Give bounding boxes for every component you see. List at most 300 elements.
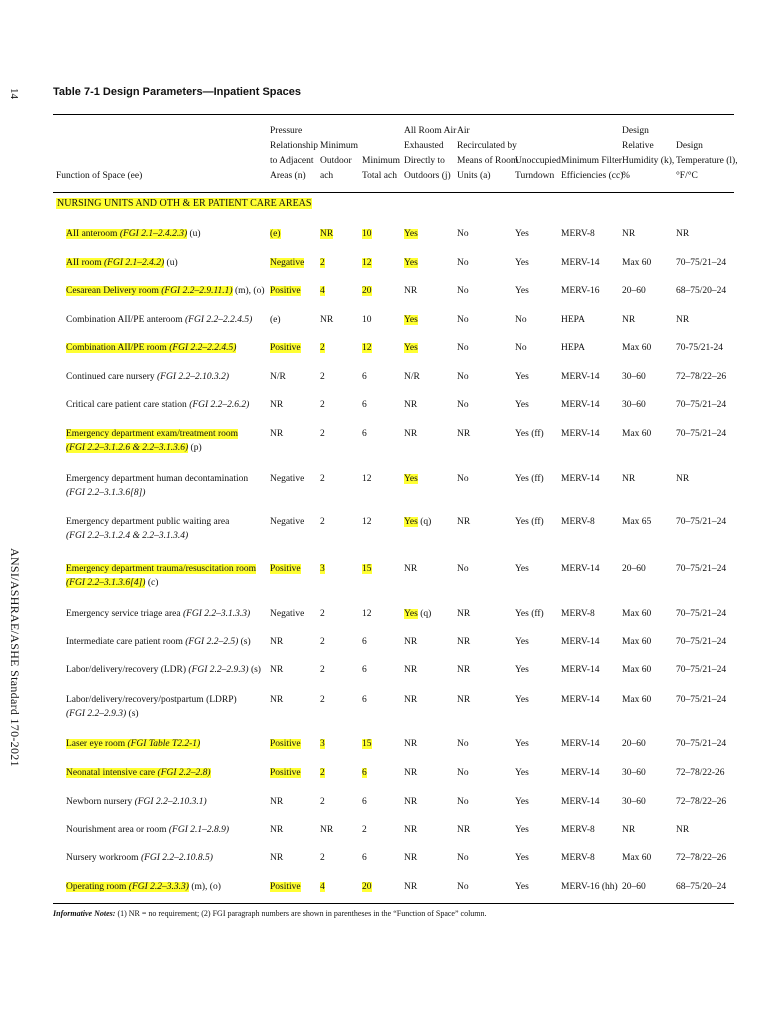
- cell-exhausted-to-outdoors: [404, 737, 417, 751]
- air-recirculated-value: No: [457, 474, 469, 484]
- minimum-total-ach-value: 12: [362, 517, 372, 527]
- air-recirculated-value: NR: [457, 637, 471, 647]
- cell-air-recirculated: [457, 370, 469, 384]
- function-line-1: [66, 635, 266, 649]
- cell-minimum-outdoor-ach: [320, 607, 325, 621]
- cell-air-recirculated: [457, 562, 469, 576]
- exhausted-to-outdoors-value: NR: [404, 286, 418, 296]
- header-pressure-relationship: Pressure Relationship to Adjacent Areas (n): [270, 126, 319, 181]
- cell-filter-efficiency: [561, 398, 599, 412]
- cell-relative-humidity: [622, 823, 635, 837]
- filter-efficiency-value: HEPA: [561, 315, 585, 325]
- unoccupied-turndown-value: Yes: [515, 695, 529, 705]
- cell-pressure: [270, 737, 301, 751]
- exhausted-to-outdoors-value: NR: [404, 825, 418, 835]
- cell-filter-efficiency: [561, 693, 599, 707]
- cell-unoccupied-turndown: [515, 880, 529, 894]
- cell-relative-humidity: [622, 427, 651, 441]
- cell-design-temperature: [676, 398, 726, 412]
- cell-design-temperature: [676, 766, 725, 780]
- air-recirculated-value: NR: [457, 429, 471, 439]
- cell-unoccupied-turndown: [515, 256, 529, 270]
- function-line-1: [66, 256, 266, 270]
- table-title: Table 7-1 Design Parameters—Inpatient Spaces: [53, 86, 301, 98]
- minimum-total-ach-value: 10: [362, 229, 372, 239]
- cell-relative-humidity: [622, 515, 651, 529]
- air-recirculated-value: NR: [457, 609, 471, 619]
- standard-side-label: ANSI/ASHRAE/ASHE Standard 170-2021: [8, 548, 22, 767]
- minimum-total-ach-value: 20: [362, 882, 372, 892]
- cell-unoccupied-turndown: [515, 823, 529, 837]
- filter-efficiency-value: MERV-14: [561, 400, 600, 410]
- note-reference: (m), (o): [188, 882, 221, 892]
- cell-relative-humidity: [622, 472, 635, 486]
- exhaust-note-reference: (q): [417, 517, 432, 527]
- space-name: Emergency department exam/treatment room: [66, 429, 239, 439]
- cell-air-recirculated: [457, 227, 469, 241]
- cell-air-recirculated: [457, 256, 469, 270]
- cell-relative-humidity: [622, 851, 651, 865]
- cell-minimum-total-ach: [362, 284, 372, 298]
- pressure-value: Negative: [270, 474, 305, 484]
- header-air-recirculated: Air Recirculated by Means of Room Units (a): [457, 126, 519, 181]
- filter-efficiency-value: MERV-8: [561, 825, 595, 835]
- cell-minimum-outdoor-ach: [320, 284, 325, 298]
- cell-pressure: [270, 693, 283, 707]
- pressure-value: N/R: [270, 372, 286, 382]
- cell-pressure: [270, 823, 283, 837]
- cell-function-of-space: [66, 737, 266, 751]
- design-temperature-value: 70–75/21–24: [676, 739, 727, 749]
- air-recirculated-value: No: [457, 853, 469, 863]
- cell-exhausted-to-outdoors: [404, 663, 417, 677]
- pressure-value: Negative: [270, 258, 305, 268]
- unoccupied-turndown-value: Yes: [515, 258, 529, 268]
- cell-minimum-outdoor-ach: [320, 472, 325, 486]
- exhausted-to-outdoors-value: Yes: [404, 517, 418, 527]
- cell-function-of-space: [66, 766, 266, 780]
- function-line-1: [66, 472, 266, 486]
- minimum-outdoor-ach-value: 2: [320, 609, 325, 619]
- unoccupied-turndown-value: Yes (ff): [515, 474, 544, 484]
- pressure-value: Positive: [270, 286, 301, 296]
- exhausted-to-outdoors-value: N/R: [404, 372, 420, 382]
- cell-design-temperature: [676, 515, 726, 529]
- cell-function-of-space: [66, 635, 266, 649]
- cell-air-recirculated: [457, 737, 469, 751]
- minimum-outdoor-ach-value: 2: [320, 797, 325, 807]
- air-recirculated-value: NR: [457, 665, 471, 675]
- design-temperature-value: NR: [676, 315, 690, 325]
- cell-unoccupied-turndown: [515, 284, 529, 298]
- cell-air-recirculated: [457, 427, 470, 441]
- filter-efficiency-value: MERV-14: [561, 768, 600, 778]
- cell-exhausted-to-outdoors: [404, 341, 418, 355]
- cell-filter-efficiency: [561, 341, 585, 355]
- cell-pressure: [270, 256, 304, 270]
- cell-minimum-total-ach: [362, 795, 367, 809]
- cell-pressure: [270, 663, 283, 677]
- note-reference: (s): [126, 709, 139, 719]
- cell-filter-efficiency: [561, 227, 595, 241]
- filter-efficiency-value: MERV-16 (hh): [561, 882, 618, 892]
- fgi-reference: (FGI 2.2–2.9.11.1): [161, 286, 233, 296]
- cell-exhausted-to-outdoors: [404, 398, 417, 412]
- minimum-outdoor-ach-value: 2: [320, 400, 325, 410]
- design-temperature-value: 68–75/20–24: [676, 882, 727, 892]
- header-minimum-total-ach: Minimum Total ach: [362, 156, 401, 181]
- header-design-relative-humidity: Design Relative Humidity (k), %: [622, 126, 675, 181]
- relative-humidity-value: 30–60: [622, 797, 646, 807]
- unoccupied-turndown-value: Yes: [515, 739, 529, 749]
- design-temperature-value: 70–75/21–24: [676, 517, 727, 527]
- function-line-1: [66, 341, 266, 355]
- cell-function-of-space: [66, 427, 266, 455]
- unoccupied-turndown-value: Yes: [515, 637, 529, 647]
- pressure-value: Positive: [270, 768, 301, 778]
- relative-humidity-value: NR: [622, 474, 636, 484]
- cell-minimum-outdoor-ach: [320, 693, 325, 707]
- function-line-1: [66, 427, 266, 441]
- cell-air-recirculated: [457, 515, 470, 529]
- cell-pressure: [270, 472, 304, 486]
- function-line-2: [66, 576, 266, 590]
- header-all-room-air-exhausted: All Room Air Exhausted Directly to Outdoors (j): [404, 126, 457, 181]
- pressure-value: (e): [270, 315, 281, 325]
- cell-filter-efficiency: [561, 427, 599, 441]
- relative-humidity-value: Max 60: [622, 695, 652, 705]
- minimum-total-ach-value: 15: [362, 564, 372, 574]
- page-number: 14: [8, 88, 20, 99]
- function-line-1: [66, 398, 266, 412]
- cell-exhausted-to-outdoors: [404, 427, 417, 441]
- cell-minimum-outdoor-ach: [320, 663, 325, 677]
- filter-efficiency-value: MERV-16: [561, 286, 600, 296]
- minimum-outdoor-ach-value: 2: [320, 343, 325, 353]
- minimum-outdoor-ach-value: 2: [320, 853, 325, 863]
- design-temperature-value: 68–75/20–24: [676, 286, 727, 296]
- fgi-reference: (FGI 2.2–3.1.2.4 & 2.2–3.1.3.4): [66, 531, 189, 541]
- filter-efficiency-value: MERV-14: [561, 258, 600, 268]
- exhausted-to-outdoors-value: Yes: [404, 474, 418, 484]
- cell-exhausted-to-outdoors: [404, 370, 420, 384]
- design-temperature-value: 70–75/21–24: [676, 609, 727, 619]
- cell-design-temperature: [676, 227, 689, 241]
- fgi-reference: (FGI 2.2–2.8): [157, 768, 211, 778]
- pressure-value: NR: [270, 825, 284, 835]
- relative-humidity-value: 20–60: [622, 286, 646, 296]
- cell-function-of-space: [66, 284, 266, 298]
- space-name: Intermediate care patient room: [66, 637, 186, 647]
- cell-minimum-total-ach: [362, 370, 367, 384]
- exhausted-to-outdoors-value: NR: [404, 695, 418, 705]
- minimum-outdoor-ach-value: 2: [320, 474, 325, 484]
- function-line-1: [66, 562, 266, 576]
- cell-minimum-total-ach: [362, 607, 372, 621]
- space-name: Combination AII/PE room: [66, 343, 170, 353]
- function-line-1: [66, 607, 266, 621]
- function-line-1: [66, 693, 266, 707]
- space-name: AII room: [66, 258, 104, 268]
- relative-humidity-value: 30–60: [622, 768, 646, 778]
- filter-efficiency-value: MERV-14: [561, 429, 600, 439]
- cell-function-of-space: [66, 823, 266, 837]
- cell-exhausted-to-outdoors: [404, 607, 431, 621]
- filter-efficiency-value: MERV-14: [561, 695, 600, 705]
- cell-filter-efficiency: [561, 284, 599, 298]
- cell-exhausted-to-outdoors: [404, 823, 417, 837]
- cell-function-of-space: [66, 515, 266, 543]
- exhausted-to-outdoors-value: NR: [404, 400, 418, 410]
- cell-unoccupied-turndown: [515, 693, 529, 707]
- function-line-2: [66, 707, 266, 721]
- cell-air-recirculated: [457, 766, 469, 780]
- cell-function-of-space: [66, 341, 266, 355]
- cell-filter-efficiency: [561, 635, 599, 649]
- cell-unoccupied-turndown: [515, 795, 529, 809]
- exhausted-to-outdoors-value: NR: [404, 768, 418, 778]
- pressure-value: NR: [270, 695, 284, 705]
- function-line-1: [66, 737, 266, 751]
- section-title: NURSING UNITS AND OTH & ER PATIENT CARE AREAS: [57, 198, 312, 209]
- note-reference: (u): [164, 258, 178, 268]
- cell-relative-humidity: [622, 795, 646, 809]
- filter-efficiency-value: MERV-14: [561, 372, 600, 382]
- cell-exhausted-to-outdoors: [404, 562, 417, 576]
- cell-air-recirculated: [457, 663, 470, 677]
- minimum-total-ach-value: 15: [362, 739, 372, 749]
- space-name: Labor/delivery/recovery (LDR): [66, 665, 189, 675]
- cell-unoccupied-turndown: [515, 472, 544, 486]
- space-name: Operating room: [66, 882, 129, 892]
- minimum-total-ach-value: 6: [362, 372, 367, 382]
- space-name: Nourishment area or room: [66, 825, 169, 835]
- minimum-outdoor-ach-value: 2: [320, 517, 325, 527]
- cell-function-of-space: [66, 663, 266, 677]
- exhausted-to-outdoors-value: Yes: [404, 609, 418, 619]
- cell-pressure: [270, 227, 281, 241]
- cell-filter-efficiency: [561, 607, 595, 621]
- cell-exhausted-to-outdoors: [404, 284, 417, 298]
- cell-relative-humidity: [622, 284, 646, 298]
- cell-minimum-outdoor-ach: [320, 515, 325, 529]
- relative-humidity-value: NR: [622, 825, 636, 835]
- fgi-reference: (FGI 2.2–3.1.3.6[4]): [66, 578, 146, 588]
- cell-function-of-space: [66, 472, 266, 500]
- minimum-outdoor-ach-value: 2: [320, 372, 325, 382]
- function-line-1: [66, 880, 266, 894]
- cell-minimum-total-ach: [362, 341, 372, 355]
- fgi-reference: (FGI Table T2.2-1): [127, 739, 201, 749]
- minimum-total-ach-value: 6: [362, 400, 367, 410]
- space-name: Neonatal intensive care: [66, 768, 158, 778]
- relative-humidity-value: 30–60: [622, 400, 646, 410]
- pressure-value: NR: [270, 400, 284, 410]
- unoccupied-turndown-value: Yes (ff): [515, 517, 544, 527]
- pressure-value: Negative: [270, 609, 305, 619]
- cell-air-recirculated: [457, 823, 470, 837]
- design-temperature-value: NR: [676, 474, 690, 484]
- cell-filter-efficiency: [561, 795, 599, 809]
- relative-humidity-value: Max 60: [622, 665, 652, 675]
- minimum-total-ach-value: 12: [362, 474, 372, 484]
- relative-humidity-value: Max 60: [622, 853, 652, 863]
- cell-filter-efficiency: [561, 256, 599, 270]
- relative-humidity-value: 20–60: [622, 564, 646, 574]
- cell-air-recirculated: [457, 607, 470, 621]
- header-minimum-outdoor-ach: Minimum Outdoor ach: [320, 141, 359, 181]
- fgi-reference: (FGI 2.2–2.2.4.5): [185, 315, 253, 325]
- note-reference: (s): [248, 665, 261, 675]
- cell-unoccupied-turndown: [515, 515, 544, 529]
- cell-relative-humidity: [622, 693, 651, 707]
- minimum-outdoor-ach-value: 2: [320, 768, 325, 778]
- unoccupied-turndown-value: Yes (ff): [515, 429, 544, 439]
- air-recirculated-value: No: [457, 258, 469, 268]
- fgi-reference: (FGI 2.2–3.1.2.6 & 2.2–3.1.3.6): [66, 443, 189, 453]
- cell-minimum-outdoor-ach: [320, 880, 325, 894]
- cell-exhausted-to-outdoors: [404, 227, 418, 241]
- fgi-reference: (FGI 2.1–2.8.9): [168, 825, 230, 835]
- fgi-reference: (FGI 2.2–3.1.3.3): [182, 609, 251, 619]
- cell-filter-efficiency: [561, 851, 595, 865]
- cell-function-of-space: [66, 562, 266, 590]
- cell-relative-humidity: [622, 880, 646, 894]
- exhaust-note-reference: (q): [417, 609, 432, 619]
- relative-humidity-value: NR: [622, 229, 636, 239]
- pressure-value: Positive: [270, 882, 301, 892]
- function-line-1: [66, 370, 266, 384]
- unoccupied-turndown-value: Yes: [515, 229, 529, 239]
- cell-minimum-total-ach: [362, 227, 372, 241]
- exhausted-to-outdoors-value: NR: [404, 665, 418, 675]
- relative-humidity-value: 20–60: [622, 882, 646, 892]
- cell-air-recirculated: [457, 880, 469, 894]
- fgi-reference: (FGI 2.2–2.6.2): [189, 400, 250, 410]
- filter-efficiency-value: MERV-8: [561, 229, 595, 239]
- space-name: Combination AII/PE anteroom: [66, 315, 186, 325]
- exhausted-to-outdoors-value: Yes: [404, 229, 418, 239]
- cell-relative-humidity: [622, 370, 646, 384]
- cell-minimum-total-ach: [362, 313, 372, 327]
- pressure-value: NR: [270, 637, 284, 647]
- air-recirculated-value: No: [457, 882, 469, 892]
- cell-minimum-total-ach: [362, 880, 372, 894]
- cell-minimum-total-ach: [362, 693, 367, 707]
- cell-minimum-total-ach: [362, 737, 372, 751]
- relative-humidity-value: Max 60: [622, 429, 652, 439]
- air-recirculated-value: No: [457, 372, 469, 382]
- fgi-reference: (FGI 2.2–2.10.3.2): [157, 372, 230, 382]
- cell-minimum-total-ach: [362, 398, 367, 412]
- cell-unoccupied-turndown: [515, 370, 529, 384]
- function-line-1: [66, 851, 266, 865]
- cell-pressure: [270, 851, 283, 865]
- exhausted-to-outdoors-value: Yes: [404, 258, 418, 268]
- cell-function-of-space: [66, 851, 266, 865]
- cell-minimum-outdoor-ach: [320, 795, 325, 809]
- space-name: AII anteroom: [66, 229, 120, 239]
- air-recirculated-value: No: [457, 229, 469, 239]
- relative-humidity-value: NR: [622, 315, 636, 325]
- air-recirculated-value: No: [457, 286, 469, 296]
- air-recirculated-value: No: [457, 564, 469, 574]
- minimum-outdoor-ach-value: 2: [320, 258, 325, 268]
- cell-design-temperature: [676, 607, 726, 621]
- cell-relative-humidity: [622, 562, 646, 576]
- pressure-value: Positive: [270, 739, 301, 749]
- cell-relative-humidity: [622, 256, 651, 270]
- air-recirculated-value: NR: [457, 517, 471, 527]
- cell-filter-efficiency: [561, 663, 599, 677]
- unoccupied-turndown-value: Yes: [515, 825, 529, 835]
- unoccupied-turndown-value: Yes: [515, 853, 529, 863]
- cell-minimum-outdoor-ach: [320, 766, 325, 780]
- cell-design-temperature: [676, 284, 726, 298]
- cell-filter-efficiency: [561, 562, 599, 576]
- pressure-value: Positive: [270, 564, 301, 574]
- design-temperature-value: 72–78/22-26: [676, 768, 725, 778]
- cell-minimum-outdoor-ach: [320, 256, 325, 270]
- fgi-reference: (FGI 2.2–2.9.3): [188, 665, 249, 675]
- air-recirculated-value: No: [457, 315, 469, 325]
- cell-design-temperature: [676, 851, 726, 865]
- cell-design-temperature: [676, 693, 726, 707]
- cell-function-of-space: [66, 795, 266, 809]
- cell-air-recirculated: [457, 472, 469, 486]
- cell-filter-efficiency: [561, 823, 595, 837]
- minimum-total-ach-value: 6: [362, 797, 367, 807]
- cell-function-of-space: [66, 313, 266, 327]
- cell-exhausted-to-outdoors: [404, 515, 431, 529]
- exhausted-to-outdoors-value: NR: [404, 797, 418, 807]
- minimum-outdoor-ach-value: 3: [320, 564, 325, 574]
- minimum-outdoor-ach-value: NR: [320, 315, 334, 325]
- function-line-1: [66, 227, 266, 241]
- cell-minimum-outdoor-ach: [320, 635, 325, 649]
- cell-exhausted-to-outdoors: [404, 766, 417, 780]
- cell-air-recirculated: [457, 635, 470, 649]
- cell-filter-efficiency: [561, 880, 618, 894]
- cell-design-temperature: [676, 313, 689, 327]
- filter-efficiency-value: MERV-14: [561, 797, 600, 807]
- design-temperature-value: 70–75/21–24: [676, 429, 727, 439]
- unoccupied-turndown-value: Yes: [515, 768, 529, 778]
- cell-filter-efficiency: [561, 313, 585, 327]
- filter-efficiency-value: MERV-14: [561, 474, 600, 484]
- cell-minimum-total-ach: [362, 562, 372, 576]
- cell-pressure: [270, 427, 283, 441]
- minimum-total-ach-value: 12: [362, 343, 372, 353]
- pressure-value: NR: [270, 429, 284, 439]
- unoccupied-turndown-value: Yes: [515, 797, 529, 807]
- space-name: Newborn nursery: [66, 797, 135, 807]
- function-line-1: [66, 795, 266, 809]
- cell-design-temperature: [676, 256, 726, 270]
- cell-filter-efficiency: [561, 515, 595, 529]
- cell-minimum-outdoor-ach: [320, 398, 325, 412]
- cell-unoccupied-turndown: [515, 313, 527, 327]
- cell-air-recirculated: [457, 313, 469, 327]
- air-recirculated-value: NR: [457, 825, 471, 835]
- unoccupied-turndown-value: Yes: [515, 286, 529, 296]
- note-reference: (p): [188, 443, 202, 453]
- fgi-reference: (FGI 2.2–3.3.3): [128, 882, 189, 892]
- minimum-outdoor-ach-value: 2: [320, 665, 325, 675]
- design-temperature-value: 72–78/22–26: [676, 797, 727, 807]
- design-temperature-value: 70–75/21–24: [676, 637, 727, 647]
- space-name: Emergency department human decontamination: [66, 474, 249, 484]
